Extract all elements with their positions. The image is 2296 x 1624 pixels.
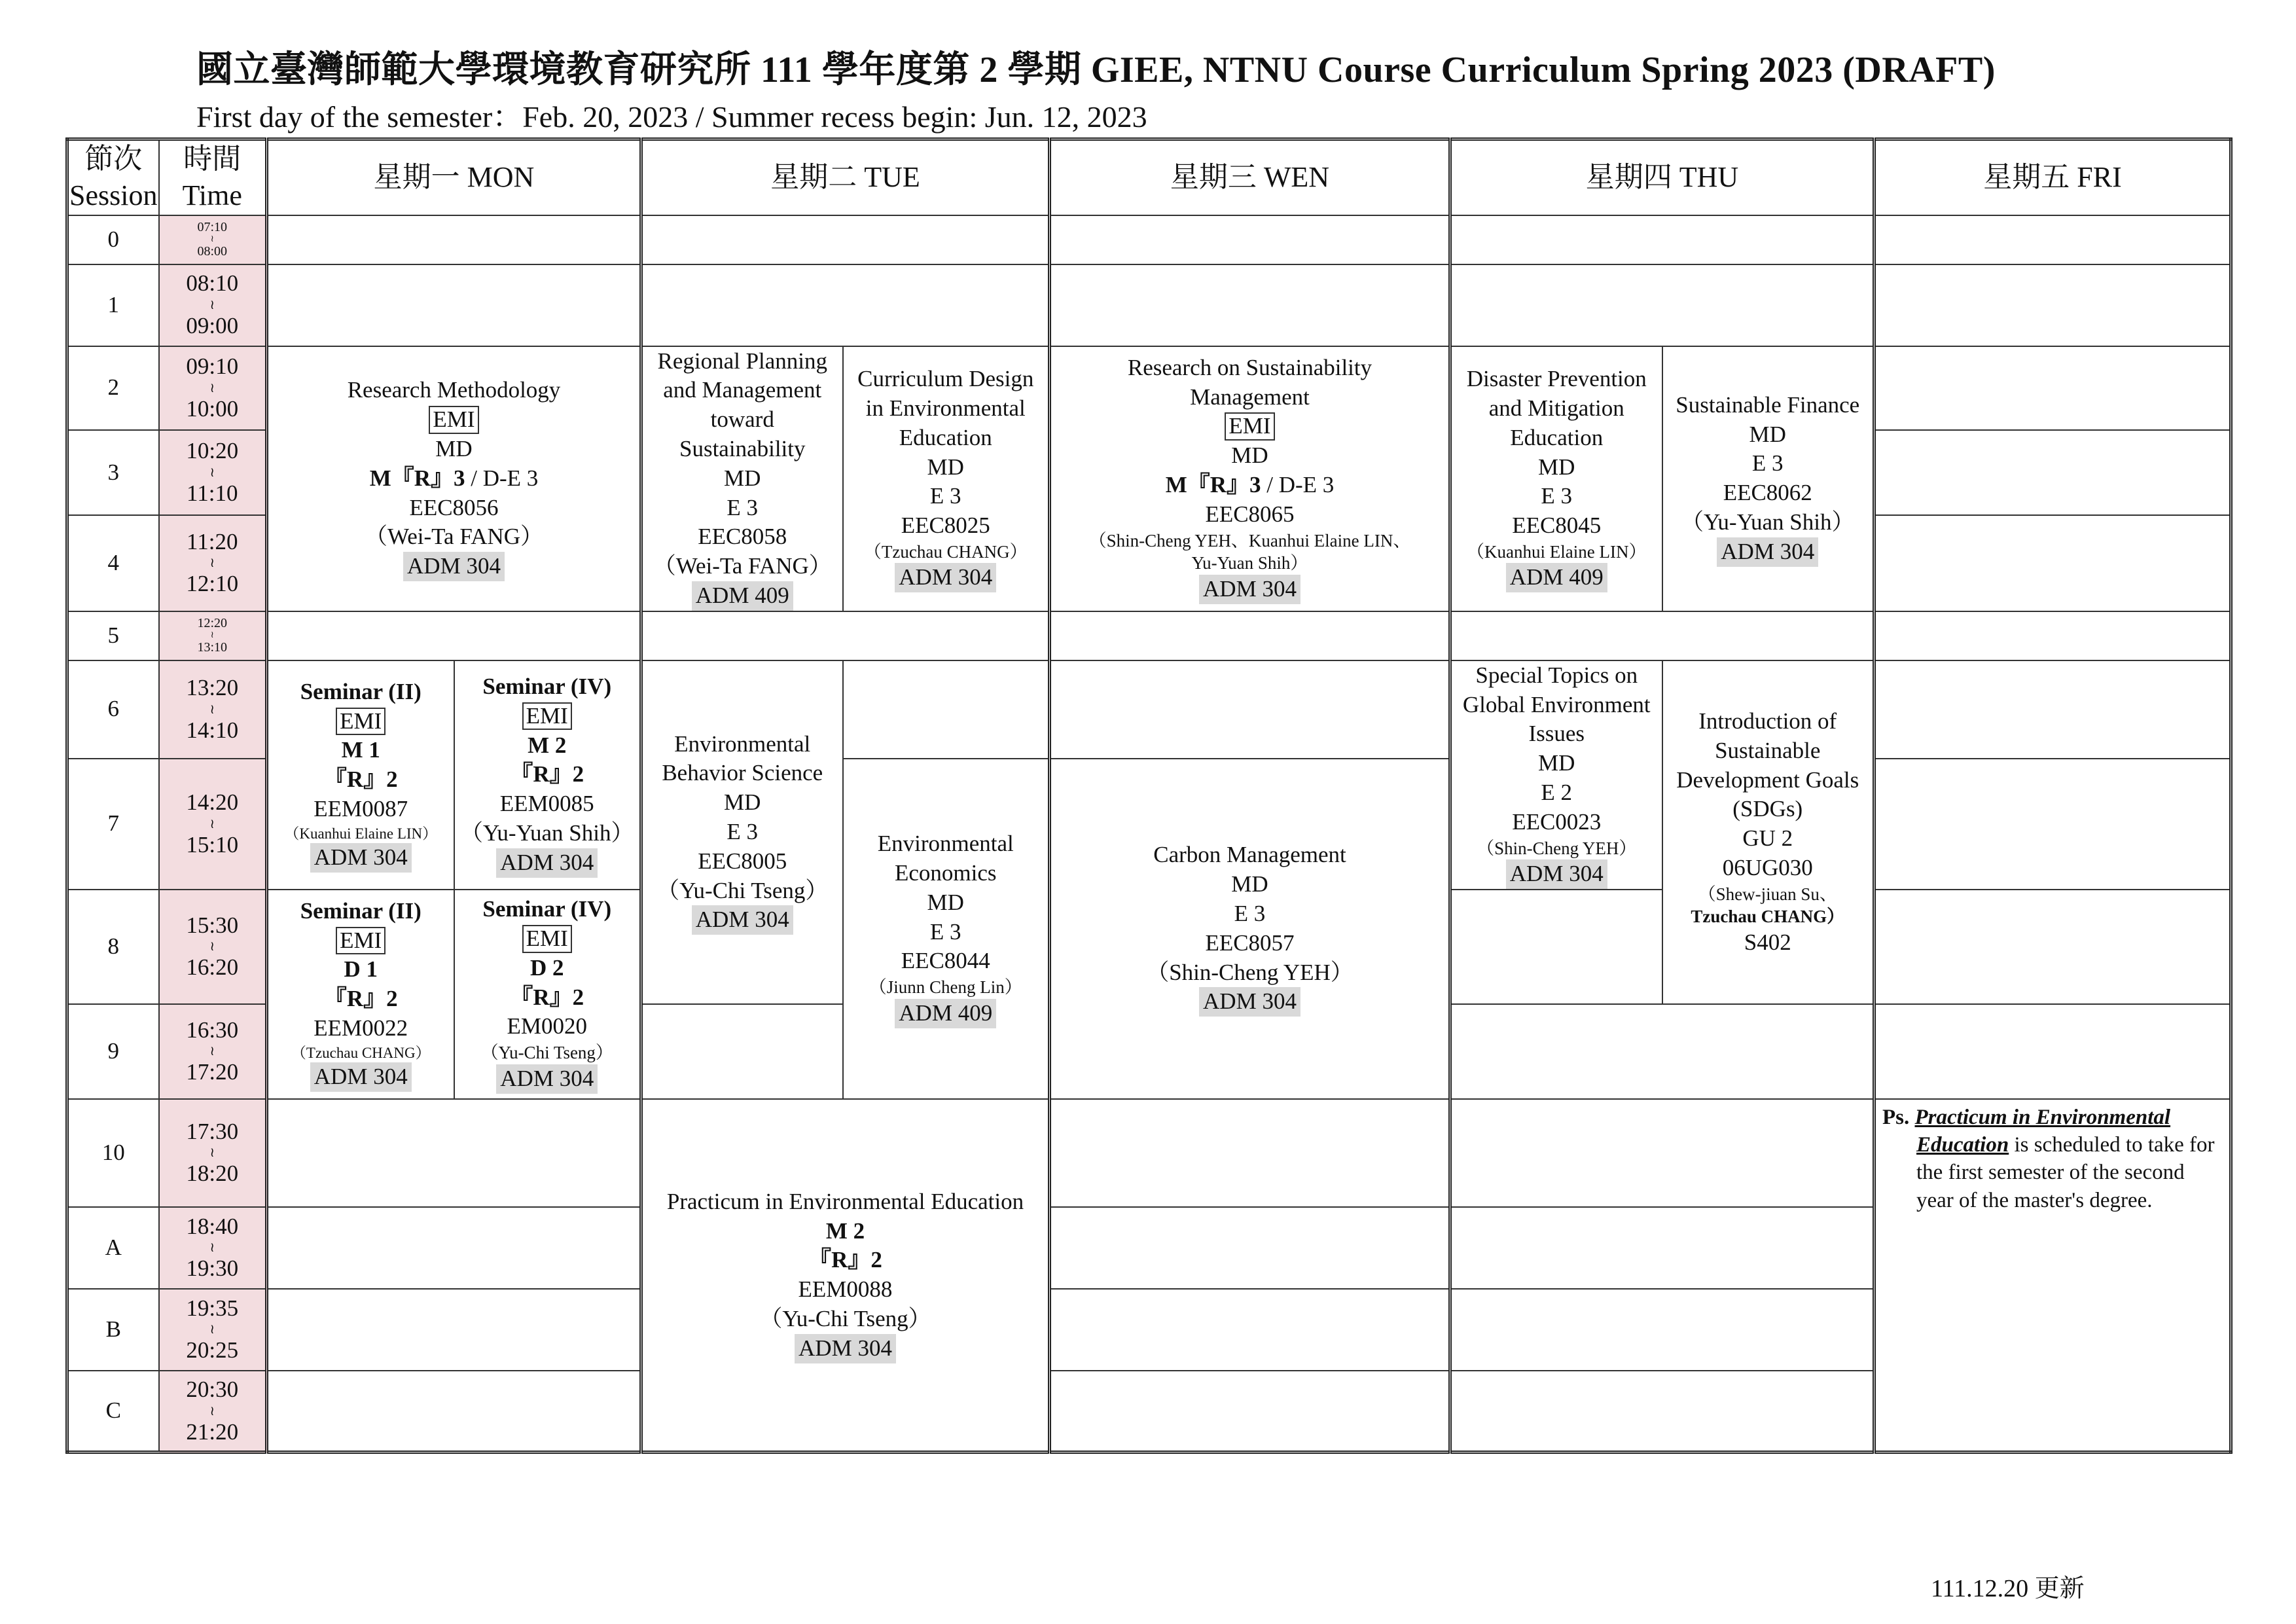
empty-cell — [267, 264, 641, 346]
course-regional-planning: Regional Planning and Management toward Sustainability MD E 3 EEC8058 （Wei-Ta FANG） ADM 409 — [641, 346, 843, 611]
header-tuesday: 星期二 TUE — [641, 139, 1050, 215]
session-label: C — [67, 1371, 159, 1453]
empty-cell — [1050, 1289, 1450, 1371]
empty-cell — [267, 1371, 641, 1453]
course-curriculum-design: Curriculum Design in Environmental Education MD E 3 EEC8025 （Tzuchau CHANG） ADM 304 — [843, 346, 1050, 611]
course-sdgs: Introduction of Sustainable Development Goals (SDGs) GU 2 06UG030 （Shew-jiuan Su、 Tzuchau CHANG） S402 — [1662, 660, 1874, 1004]
empty-cell — [1450, 1371, 1874, 1453]
session-time: 14:20 ≀ 15:10 — [159, 759, 267, 890]
empty-cell — [641, 264, 1050, 346]
header-session: 節次 Session — [67, 139, 159, 215]
session-label: 4 — [67, 515, 159, 611]
course-seminar-iv-m: Seminar (IV) EMI M 2 『R』2 EEM0085 （Yu-Yuan Shih） ADM 304 — [454, 660, 641, 890]
header-time: 時間 Time — [159, 139, 267, 215]
empty-cell — [1874, 515, 2231, 611]
emi-badge: EMI — [336, 708, 386, 736]
header-thursday: 星期四 THU — [1450, 139, 1874, 215]
empty-cell — [1874, 890, 2231, 1004]
course-global-environment: Special Topics on Global Environment Issues MD E 2 EEC0023 （Shin-Cheng YEH） ADM 304 — [1450, 660, 1662, 890]
empty-cell — [1874, 1004, 2231, 1099]
empty-cell — [267, 611, 641, 660]
session-time: 15:30 ≀ 16:20 — [159, 890, 267, 1004]
empty-cell — [1050, 1099, 1450, 1207]
session-time: 11:20 ≀ 12:10 — [159, 515, 267, 611]
room-label: ADM 304 — [1717, 537, 1818, 567]
empty-cell — [1050, 1371, 1450, 1453]
session-time: 18:40 ≀ 19:30 — [159, 1207, 267, 1289]
room-label: ADM 304 — [795, 1334, 896, 1363]
emi-badge: EMI — [429, 406, 478, 434]
empty-cell — [267, 1289, 641, 1371]
course-seminar-ii-m: Seminar (II) EMI M 1 『R』2 EEM0087 （Kuanhui Elaine LIN） ADM 304 — [267, 660, 454, 890]
session-time: 10:20 ≀ 11:10 — [159, 430, 267, 515]
header-wednesday: 星期三 WEN — [1050, 139, 1450, 215]
course-sustainable-finance: Sustainable Finance MD E 3 EEC8062 （Yu-Yuan Shih） ADM 304 — [1662, 346, 1874, 611]
session-label: 2 — [67, 346, 159, 430]
empty-cell — [1050, 215, 1450, 264]
empty-cell — [1050, 1207, 1450, 1289]
room-label: ADM 409 — [895, 999, 996, 1028]
empty-cell — [843, 660, 1050, 759]
empty-cell — [1050, 611, 1450, 660]
room-label: ADM 304 — [310, 1062, 412, 1092]
session-label: 5 — [67, 611, 159, 660]
empty-cell — [641, 215, 1050, 264]
course-environmental-behavior: Environmental Behavior Science MD E 3 EEC8005 （Yu-Chi Tseng） ADM 304 — [641, 660, 843, 1004]
emi-badge: EMI — [522, 702, 572, 731]
empty-cell — [641, 611, 1050, 660]
row-session-6 — [67, 660, 2231, 759]
practicum-note: Ps. Practicum in Environmental Education is scheduled to take for the first semester of the second year of the master's degree. — [1874, 1099, 2231, 1453]
empty-cell — [1874, 264, 2231, 346]
room-label: ADM 304 — [1199, 987, 1300, 1017]
course-carbon-management: Carbon Management MD E 3 EEC8057 （Shin-Cheng YEH） ADM 304 — [1050, 759, 1450, 1099]
session-label: 8 — [67, 890, 159, 1004]
empty-cell — [1874, 215, 2231, 264]
header-row — [67, 139, 2231, 215]
session-label: 6 — [67, 660, 159, 759]
empty-cell — [1450, 1207, 1874, 1289]
session-time: 08:10 ≀ 09:00 — [159, 264, 267, 346]
empty-cell — [1450, 215, 1874, 264]
row-session-5 — [67, 611, 2231, 660]
empty-cell — [1450, 890, 1662, 1004]
course-environmental-economics: Environmental Economics MD E 3 EEC8044 （Jiunn Cheng Lin） ADM 409 — [843, 759, 1050, 1099]
empty-cell — [1050, 264, 1450, 346]
room-label: ADM 304 — [692, 905, 793, 935]
session-label: 1 — [67, 264, 159, 346]
course-research-methodology: Research Methodology EMI MD M『R』3 / D-E 3 EEC8056 （Wei-Ta FANG） ADM 304 — [267, 346, 641, 611]
empty-cell — [1450, 1099, 1874, 1207]
session-time: 12:20 ≀ 13:10 — [159, 611, 267, 660]
empty-cell — [267, 215, 641, 264]
room-label: ADM 304 — [403, 552, 505, 581]
empty-cell — [1874, 660, 2231, 759]
session-label: 7 — [67, 759, 159, 890]
session-label: 3 — [67, 430, 159, 515]
session-label: A — [67, 1207, 159, 1289]
update-date: 111.12.20 更新 — [1931, 1575, 2085, 1602]
room-label: ADM 409 — [1506, 563, 1607, 592]
empty-cell — [1874, 759, 2231, 890]
course-disaster-prevention: Disaster Prevention and Mitigation Education MD E 3 EEC8045 （Kuanhui Elaine LIN） ADM 409 — [1450, 346, 1662, 611]
session-time: 17:30 ≀ 18:20 — [159, 1099, 267, 1207]
empty-cell — [1450, 1289, 1874, 1371]
session-label: B — [67, 1289, 159, 1371]
session-label: 10 — [67, 1099, 159, 1207]
empty-cell — [1874, 430, 2231, 515]
room-label: ADM 304 — [1199, 575, 1300, 604]
room-label: ADM 304 — [1506, 859, 1607, 889]
header-friday: 星期五 FRI — [1874, 139, 2231, 215]
empty-cell — [267, 1099, 641, 1207]
row-session-2 — [67, 346, 2231, 430]
room-label: ADM 304 — [310, 843, 412, 873]
course-seminar-iv-d: Seminar (IV) EMI D 2 『R』2 EM0020 （Yu-Chi Tseng） ADM 304 — [454, 890, 641, 1099]
emi-badge: EMI — [522, 925, 572, 953]
session-time: 09:10 ≀ 10:00 — [159, 346, 267, 430]
course-research-sustainability: Research on Sustainability Management EMI MD M『R』3 / D-E 3 EEC8065 （Shin-Cheng YEH、Kuanhui Elaine LIN、 Yu-Yuan Shih） ADM 304 — [1050, 346, 1450, 611]
empty-cell — [1874, 346, 2231, 430]
page-title: 國立臺灣師範大學環境教育研究所 111 學年度第 2 學期 GIEE, NTNU Course Curriculum Spring 2023 (DRAFT) — [196, 50, 1996, 90]
schedule-table — [65, 137, 2233, 1454]
session-time: 19:35 ≀ 20:25 — [159, 1289, 267, 1371]
room-label: ADM 304 — [496, 1064, 598, 1094]
page-subtitle: First day of the semester：Feb. 20, 2023 / Summer recess begin: Jun. 12, 2023 — [196, 100, 1147, 134]
course-seminar-ii-d: Seminar (II) EMI D 1 『R』2 EEM0022 （Tzuchau CHANG） ADM 304 — [267, 890, 454, 1099]
course-practicum: Practicum in Environmental Education M 2 『R』2 EEM0088 （Yu-Chi Tseng） ADM 304 — [641, 1099, 1050, 1453]
empty-cell — [641, 1004, 843, 1099]
session-time: 16:30 ≀ 17:20 — [159, 1004, 267, 1099]
empty-cell — [1050, 660, 1450, 759]
empty-cell — [267, 1207, 641, 1289]
row-session-10 — [67, 1099, 2231, 1207]
session-time: 07:10 ≀ 08:00 — [159, 215, 267, 264]
empty-cell — [1450, 1004, 1874, 1099]
session-time: 13:20 ≀ 14:10 — [159, 660, 267, 759]
header-monday: 星期一 MON — [267, 139, 641, 215]
session-time: 20:30 ≀ 21:20 — [159, 1371, 267, 1453]
empty-cell — [1450, 264, 1874, 346]
empty-cell — [1450, 611, 1874, 660]
emi-badge: EMI — [1225, 412, 1274, 441]
emi-badge: EMI — [336, 927, 386, 955]
room-label: ADM 304 — [895, 563, 996, 592]
room-label: ADM 304 — [496, 848, 598, 878]
row-session-0 — [67, 215, 2231, 264]
empty-cell — [1874, 611, 2231, 660]
session-label: 9 — [67, 1004, 159, 1099]
session-label: 0 — [67, 215, 159, 264]
row-session-1 — [67, 264, 2231, 346]
room-label: ADM 409 — [692, 581, 793, 611]
